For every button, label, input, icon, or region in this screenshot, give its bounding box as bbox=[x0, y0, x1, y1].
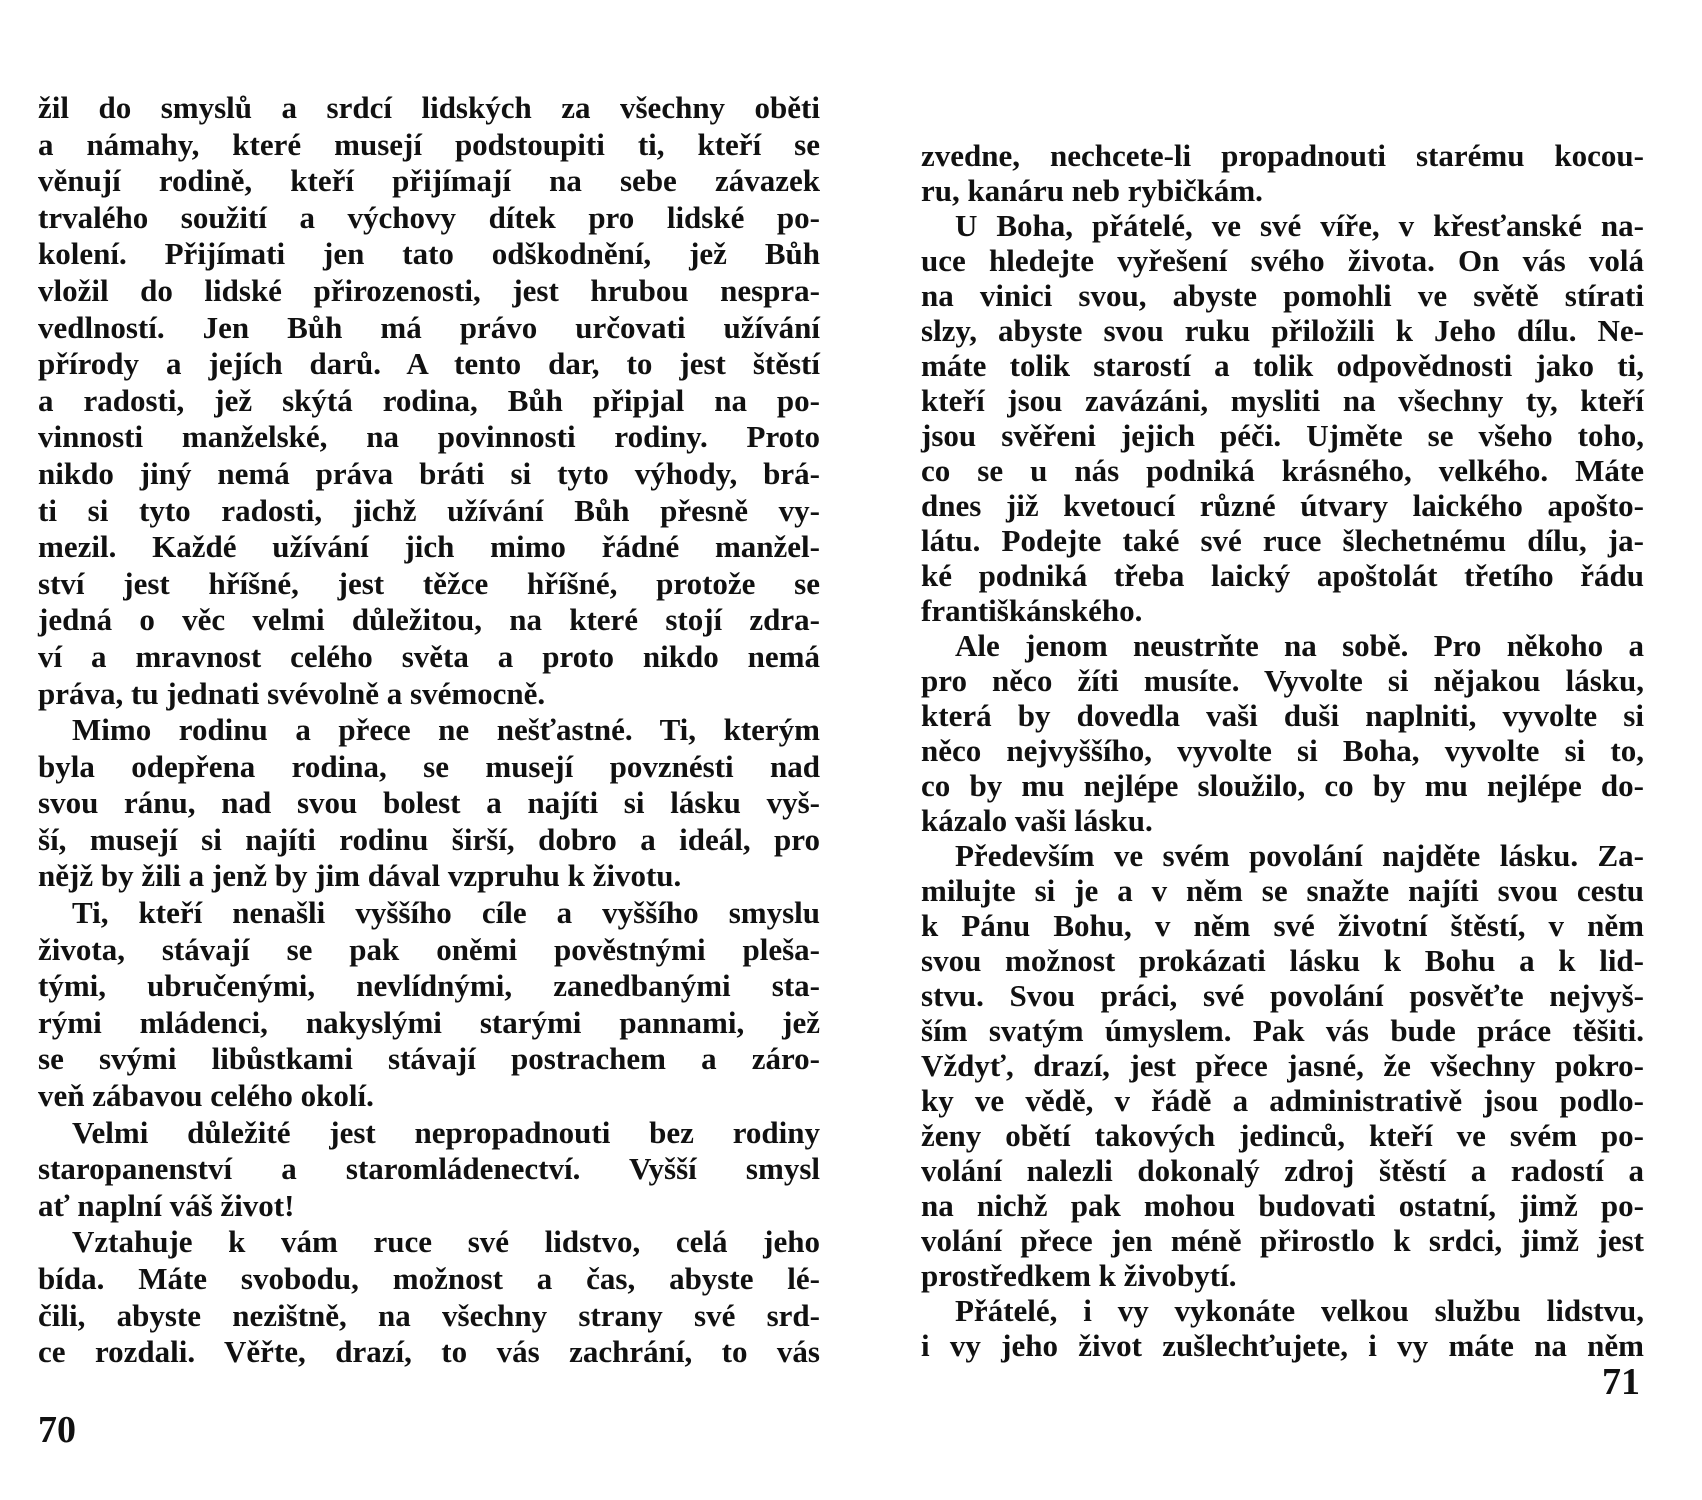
text-line: vedlností. Jen Bůh má právo určovati užívání bbox=[38, 309, 820, 345]
text-line: jedná o věc velmi důležitou, na které stojí zdra- bbox=[38, 602, 820, 638]
text-line: na vinici svou, abyste pomohli ve světě stírati bbox=[921, 278, 1644, 313]
page-number-right: 71 bbox=[1602, 1361, 1640, 1403]
text-line: na nichž pak mohou budovati ostatní, jimž po- bbox=[921, 1188, 1644, 1223]
text-line: žil do smyslů a srdcí lidských za všechny oběti bbox=[38, 90, 820, 125]
text-line: slzy, abyste svou ruku přiložili k Jeho dílu. Ne- bbox=[921, 313, 1644, 348]
text-line: byla odepřena rodina, se musejí povznésti nad bbox=[38, 748, 820, 784]
text-line: co se u nás podniká krásného, velkého. Máte bbox=[921, 453, 1644, 488]
text-line: Mimo rodinu a přece ne nešťastné. Ti, kterým bbox=[72, 712, 820, 748]
text-line: tými, ubručenými, nevlídnými, zanedbanými sta- bbox=[38, 968, 820, 1004]
text-line: života, stávají se pak oněmi pověstnými pleša- bbox=[38, 931, 820, 967]
text-line: uce hledejte vyřešení svého života. On vás volá bbox=[921, 243, 1644, 278]
text-line: látu. Podejte také své ruce šlechetnému dílu, ja- bbox=[921, 523, 1644, 558]
page-number-left: 70 bbox=[38, 1409, 76, 1451]
text-line: zvedne, nechcete-li propadnouti starému kocou- bbox=[921, 138, 1644, 173]
text-line: práva, tu jednati svévolně a svémocně. bbox=[38, 675, 546, 711]
text-line: prostředkem k živobytí. bbox=[921, 1258, 1237, 1293]
text-line: kolení. Přijímati jen tato odškodnění, jež Bůh bbox=[38, 236, 820, 272]
text-line: ce rozdali. Věřte, drazí, to vás zachrání, to vás bbox=[38, 1334, 820, 1370]
text-line: U Boha, přátelé, ve své víře, v křesťanské na- bbox=[955, 208, 1644, 243]
text-line: ší, musejí si najíti rodinu širší, dobro a ideál, pro bbox=[38, 821, 820, 857]
text-line: máte tolik starostí a tolik odpovědnosti jako ti, bbox=[921, 348, 1644, 383]
text-line: a radosti, jež skýtá rodina, Bůh připjal na po- bbox=[38, 382, 820, 418]
text-line: bída. Máte svobodu, možnost a čas, abyste lé- bbox=[38, 1261, 820, 1296]
text-line: nějž by žili a jenž by jim dával vzpruhu k životu. bbox=[38, 858, 682, 894]
text-line: Ti, kteří nenašli vyššího cíle a vyššího smyslu bbox=[72, 895, 820, 931]
text-line: mezil. Každé užívání jich mimo řádné manžel- bbox=[38, 529, 820, 565]
text-line: ky ve vědě, v řádě a administrativě jsou podlo- bbox=[921, 1083, 1644, 1118]
text-line: svou ránu, nad svou bolest a najíti si lásku vyš- bbox=[38, 785, 820, 821]
text-line: a námahy, které musejí podstoupiti ti, kteří se bbox=[38, 126, 820, 162]
text-line: kázalo vaši lásku. bbox=[921, 803, 1153, 838]
text-line: ru, kanáru neb rybičkám. bbox=[921, 173, 1263, 208]
text-line: svou možnost prokázati lásku k Bohu a k lid- bbox=[921, 943, 1644, 978]
text-line: rými mládenci, nakyslými starými pannami, jež bbox=[38, 1004, 820, 1040]
text-line: františkánského. bbox=[921, 593, 1143, 628]
right-page-text bbox=[921, 138, 1644, 1363]
text-line: věnují rodině, kteří přijímají na sebe závazek bbox=[38, 163, 820, 199]
text-line: dnes již kvetoucí různé útvary laického apošto- bbox=[921, 488, 1644, 523]
text-line: stvu. Svou práci, své povolání posvěťte nejvyš- bbox=[921, 978, 1644, 1013]
text-line: trvalého soužití a výchovy dítek pro lidské po- bbox=[38, 199, 820, 235]
text-line: kteří jsou zavázáni, mysliti na všechny ty, kteří bbox=[921, 383, 1644, 418]
text-line: volání přece jen méně přirostlo k srdci, jimž jest bbox=[921, 1223, 1644, 1258]
text-line: ství jest hříšné, jest těžce hříšné, protože se bbox=[38, 565, 820, 601]
text-line: se svými libůstkami stávají postrachem a záro- bbox=[38, 1041, 820, 1077]
text-line: volání nalezli dokonalý zdroj štěstí a radostí a bbox=[921, 1153, 1644, 1188]
text-line: pro něco žíti musíte. Vyvolte si nějakou lásku, bbox=[921, 663, 1644, 698]
text-line: nikdo jiný nemá práva bráti si tyto výhody, brá- bbox=[38, 455, 820, 491]
text-line: ším svatým úmyslem. Pak vás bude práce těšiti. bbox=[921, 1013, 1644, 1048]
text-line: ké podniká třeba laický apoštolát třetího řádu bbox=[921, 558, 1644, 593]
text-line: co by mu nejlépe sloužilo, co by mu nejlépe do- bbox=[921, 768, 1644, 803]
text-line: Přátelé, i vy vykonáte velkou službu lidstvu, bbox=[955, 1293, 1644, 1328]
text-line: něco nejvyššího, vyvolte si Boha, vyvolte si to, bbox=[921, 733, 1644, 768]
text-line: Vztahuje k vám ruce své lidstvo, celá jeho bbox=[72, 1224, 820, 1260]
text-line: Vždyť, drazí, jest přece jasné, že všechny pokro- bbox=[921, 1048, 1644, 1083]
text-line: ti si tyto radosti, jichž užívání Bůh přesně vy- bbox=[38, 492, 820, 528]
text-line: vložil do lidské přirozenosti, jest hrubou nespra- bbox=[38, 272, 820, 308]
text-line: čili, abyste nezištně, na všechny strany své srd- bbox=[38, 1297, 820, 1333]
text-line: ví a mravnost celého světa a proto nikdo nemá bbox=[38, 638, 820, 674]
text-line: veň zábavou celého okolí. bbox=[38, 1078, 374, 1114]
text-line: i vy jeho život zušlechťujete, i vy máte na něm bbox=[921, 1328, 1644, 1363]
text-line: Ale jenom neustrňte na sobě. Pro někoho a bbox=[955, 628, 1644, 663]
text-line: ženy obětí takových jedinců, kteří ve svém po- bbox=[921, 1118, 1644, 1153]
text-line: která by dovedla vaši duši naplniti, vyvolte si bbox=[921, 698, 1644, 733]
text-line: Především ve svém povolání najděte lásku. Za- bbox=[955, 838, 1644, 873]
text-line: jsou svěřeni jejich péči. Ujměte se všeho toho, bbox=[921, 418, 1644, 453]
text-line: vinnosti manželské, na povinnosti rodiny. Proto bbox=[38, 419, 820, 455]
text-line: k Pánu Bohu, v něm své životní štěstí, v něm bbox=[921, 908, 1644, 943]
text-line: staropanenství a staromládenectví. Vyšší smysl bbox=[38, 1151, 820, 1187]
text-line: přírody a jejích darů. A tento dar, to jest štěstí bbox=[38, 346, 820, 382]
text-line: Velmi důležité jest nepropadnouti bez rodiny bbox=[72, 1114, 820, 1150]
text-line: milujte si je a v něm se snažte najíti svou cestu bbox=[921, 873, 1644, 908]
left-page-text bbox=[38, 90, 820, 1371]
text-line: ať naplní váš život! bbox=[38, 1187, 295, 1223]
